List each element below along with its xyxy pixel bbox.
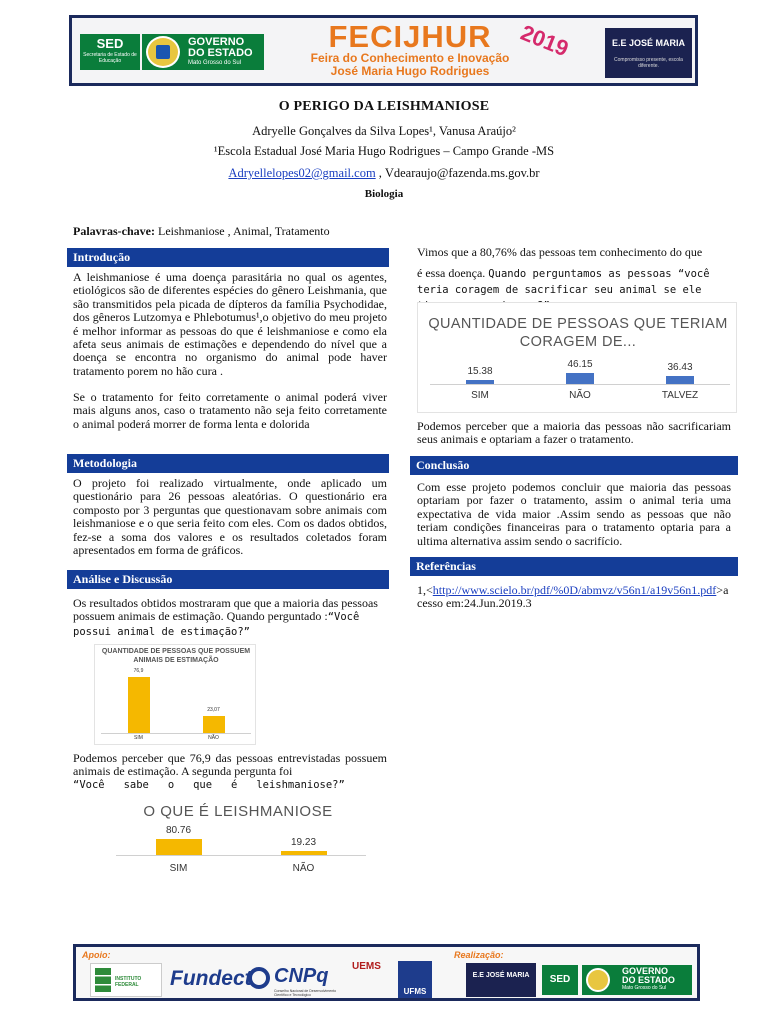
chart-value-label: 76,9 bbox=[133, 668, 144, 675]
school-logo-sub: Compromisso presente, escola diferente. bbox=[614, 57, 683, 69]
keywords-label: Palavras-chave: bbox=[73, 224, 155, 238]
c2-axis-line bbox=[116, 855, 366, 856]
section-header-introducao: Introdução bbox=[67, 248, 389, 267]
keywords-value: Leishmaniose , Animal, Tratamento bbox=[154, 224, 330, 238]
analysis-paragraph-2 bbox=[73, 752, 387, 779]
email-rest: , Vdearaujo@fazenda.ms.gov.br bbox=[375, 166, 540, 180]
event-line2: José Maria Hugo Rodrigues bbox=[330, 64, 490, 78]
chart-category-label: SIM bbox=[134, 735, 143, 741]
right-paragraph-3: Podemos perceber que a maioria das pessoas não sacrificariam seus animais e optariam a fazer o tratamento. bbox=[417, 419, 731, 447]
cnpq-mark-icon bbox=[248, 967, 270, 989]
c3-axis-line bbox=[430, 384, 730, 385]
footer-gov-logo bbox=[582, 965, 692, 995]
analysis-question-2: “Você sabe o que é leishmaniose?” bbox=[73, 779, 345, 791]
chart-bar-não bbox=[203, 716, 225, 733]
chart-bar-não bbox=[566, 373, 594, 384]
chart-category-label: TALVEZ bbox=[661, 390, 699, 401]
reference-suffix: >acesso em:24.Jun.2019.3 bbox=[417, 583, 729, 611]
reference-item bbox=[417, 584, 731, 611]
email-link[interactable]: Adryellelopes02@gmail.com bbox=[228, 166, 376, 180]
ufms-logo bbox=[398, 961, 432, 999]
sed-logo-sub: Secretaria de Estado de Educação bbox=[83, 52, 137, 64]
ufms-logo-text: UFMS bbox=[403, 987, 427, 996]
intro-paragraph-2: Se o tratamento for feito corretamente o animal poderá viver mais alguns anos, caso o tratamento não seja feito corretamente o animal poderá morrer de forma lenta e dolorida bbox=[73, 390, 387, 431]
gov-line1: GOVERNO bbox=[188, 36, 245, 48]
event-name: FECIJHUR bbox=[328, 19, 492, 54]
c1-axis-line bbox=[101, 733, 251, 734]
section-header-analise: Análise e Discussão bbox=[67, 570, 389, 589]
chart-value-label: 23,07 bbox=[207, 707, 220, 714]
fundect-logo: Fundect bbox=[170, 967, 252, 990]
governo-logo bbox=[142, 34, 264, 70]
chart-category-label: NÃO bbox=[292, 863, 315, 874]
intro-paragraph-1: A leishmaniose é uma doença parasitária no qual os agentes, etiológicos são de diferentes espécies do gênero Leishmania, que são transmitidos pela picada de dípteros da família Psychodidae, dos gêneros Lutzomya e Phlebotumus¹,o objetivo do meu projeto é melhor informar as pessoas do que é leishmaniose e como ela afeta seus animais de estimações e dependendo do nível que a doença se encontra no organismo do animal pode haver tratamento porem no hão cura . bbox=[73, 270, 387, 378]
school-logo-name: E.E JOSÉ MARIA bbox=[611, 38, 685, 48]
footer-gov-line1: GOVERNO bbox=[622, 966, 669, 976]
if-mark-icon bbox=[95, 968, 111, 992]
right-question-3: Quando perguntamos as pessoas “você teria coragem de sacrificar seu animal se ele bbox=[417, 268, 710, 296]
chart-category-label: NÃO bbox=[208, 735, 219, 741]
chart-bar-sim bbox=[156, 839, 202, 855]
sed-logo-label: SED bbox=[96, 36, 124, 51]
event-year: 2019 bbox=[517, 19, 573, 62]
chart-bar-talvez bbox=[666, 376, 694, 384]
footer-gov-line2: DO ESTADO bbox=[622, 975, 675, 985]
keywords bbox=[73, 224, 330, 239]
footer-realizacao-label: Realização: bbox=[454, 950, 504, 960]
sed-logo bbox=[80, 34, 140, 70]
if-logo-text: INSTITUTO FEDERAL bbox=[115, 976, 142, 988]
header-banner bbox=[69, 15, 698, 86]
cnpq-logo bbox=[248, 963, 346, 999]
emails bbox=[0, 166, 768, 181]
subject-area: Biologia bbox=[364, 188, 404, 200]
footer-state-seal-icon bbox=[586, 968, 610, 992]
chart-bar-não bbox=[281, 851, 327, 855]
cnpq-logo-sub: Conselho Nacional de Desenvolvimento Científico e Tecnológico bbox=[274, 989, 337, 997]
school-affiliation: ¹Escola Estadual José Maria Hugo Rodrigues – Campo Grande -MS bbox=[213, 144, 555, 158]
method-paragraph: O projeto foi realizado virtualmente, onde aplicado um questionário para 26 pessoas aleatórias. O questionário era composto por 3 perguntas que questionavam sobre animais com leishmaniose e o que seria feito com eles. Com os dados obtidos, fez-se a soma dos valores e os resultados coletados foram apresentados em forma de gráficos. bbox=[73, 476, 387, 558]
cnpq-logo-text: CNPq bbox=[274, 965, 329, 987]
chart-category-label: SIM bbox=[471, 390, 489, 401]
event-logo bbox=[294, 19, 526, 84]
footer-school-text: E.E JOSÉ MARIA bbox=[472, 972, 530, 979]
right-paragraph-1: Vimos que a 80,76% das pessoas tem conhecimento do que bbox=[417, 245, 703, 259]
reference-prefix: 1,< bbox=[417, 583, 433, 597]
chart-courage-title: QUANTIDADE DE PESSOAS QUE TERIAM CORAGEM DE... bbox=[428, 316, 728, 350]
analysis-paragraph-1 bbox=[73, 597, 387, 639]
section-header-conclusao: Conclusão bbox=[410, 456, 738, 475]
gov-line2: DO ESTADO bbox=[188, 47, 253, 59]
if-logo bbox=[90, 963, 162, 997]
chart-value-label: 80.76 bbox=[165, 825, 192, 837]
chart-knowledge bbox=[86, 795, 390, 890]
reference-link[interactable]: http://www.scielo.br/pdf/%0D/abmvz/v56n1/a19v56n1.pdf bbox=[432, 583, 717, 597]
chart-knowledge-title: O QUE É LEISHMANIOSE bbox=[143, 803, 333, 820]
school-logo bbox=[605, 28, 692, 78]
event-line1: Feira do Conhecimento e Inovação bbox=[310, 51, 510, 65]
chart-bar-sim bbox=[128, 677, 150, 733]
uems-logo: UEMS bbox=[352, 961, 381, 972]
footer-banner bbox=[73, 944, 700, 1001]
chart-category-label: SIM bbox=[169, 863, 188, 874]
section-header-referencias: Referências bbox=[410, 557, 738, 576]
chart-bar-sim bbox=[466, 380, 494, 384]
analysis-question-1: “Você possui animal de estimação?” bbox=[73, 611, 360, 638]
footer-sed-logo: SED bbox=[542, 965, 578, 995]
page-title: O PERIGO DA LEISHMANIOSE bbox=[278, 99, 490, 114]
chart-pets-title: QUANTIDADE DE PESSOAS QUE POSSUEM ANIMAIS DE ESTIMAÇÃO bbox=[101, 648, 251, 664]
chart-category-label: NÃO bbox=[569, 390, 591, 401]
gov-sub: Mato Grosso do Sul bbox=[188, 60, 242, 66]
analysis-text-2: Podemos perceber que 76,9 das pessoas entrevistadas possuem animais de estimação. A segunda pergunta foi bbox=[73, 751, 387, 779]
analysis-text-1: Os resultados obtidos mostraram que que a maioria das pessoas possuem animais de estimação. Quando perguntado : bbox=[73, 596, 378, 624]
conclusion-paragraph: Com esse projeto podemos concluir que maioria das pessoas optariam por fazer o tratamento, assim o animal teria uma expectativa de vida maior .Assim sendo as pessoas que não teriam condições financeiras para o tratamento optaria para a ultima alternativa assim sendo o sacrifício. bbox=[417, 480, 731, 548]
chart-pets bbox=[94, 644, 256, 745]
footer-apoio-label: Apoio: bbox=[82, 950, 111, 960]
chart-courage bbox=[417, 302, 737, 413]
authors: Adryelle Gonçalves da Silva Lopes¹, Vanusa Araújo² bbox=[252, 124, 516, 138]
right-text-2: é essa doença. bbox=[417, 266, 489, 280]
footer-school-logo bbox=[466, 963, 536, 997]
chart-value-label: 36.43 bbox=[667, 361, 693, 373]
chart-value-label: 15.38 bbox=[467, 366, 493, 378]
chart-value-label: 19.23 bbox=[290, 837, 317, 849]
section-header-metodologia: Metodologia bbox=[67, 454, 389, 473]
chart-value-label: 46.15 bbox=[567, 359, 593, 371]
footer-gov-line3: Mato Grosso do Sul bbox=[622, 985, 667, 991]
state-seal-icon bbox=[146, 36, 180, 68]
